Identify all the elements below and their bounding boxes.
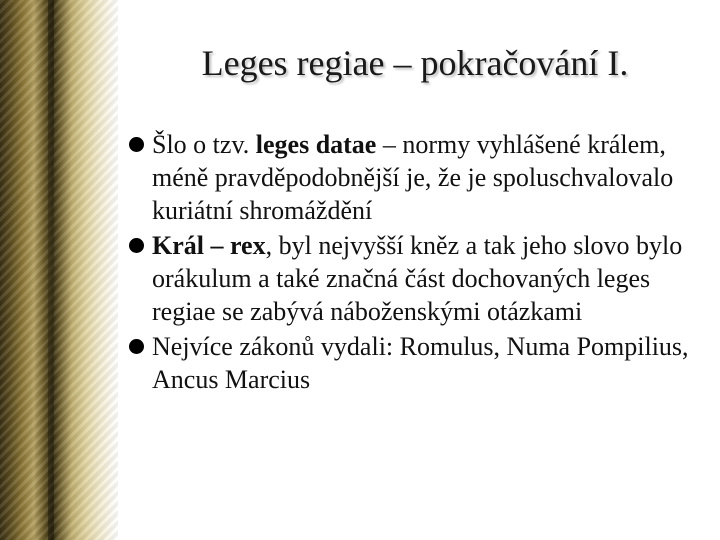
bullet-list [126, 128, 706, 398]
bullet-item [126, 330, 706, 396]
slide-title: Leges regiae – pokračování I. [201, 43, 629, 83]
bullet-text-post: – normy vyhlášené králem, méně pravděpodobnější je, že je spoluschvalovalo kuriátní shromáždění [152, 130, 674, 225]
bullet-item [126, 128, 706, 227]
bullet-dot-icon [129, 339, 144, 354]
bullet-dot-icon [129, 137, 144, 152]
bullet-item [126, 229, 706, 328]
bullet-term: Král – rex [152, 231, 266, 260]
bullet-text-pre: Nejvíce zákonů vydali: Romulus, Numa Pompilius, Ancus Marcius [152, 332, 689, 394]
bullet-text-pre: Šlo o tzv. [152, 130, 256, 159]
bullet-term: leges datae [255, 130, 377, 159]
bullet-text-post: , byl nejvyšší kněz a tak jeho slovo bylo orákulum a také značná část dochovaných leges regiae se zabývá náboženskými otázkami [152, 231, 683, 326]
decorative-gold-band [0, 0, 118, 540]
bullet-dot-icon [129, 238, 144, 253]
